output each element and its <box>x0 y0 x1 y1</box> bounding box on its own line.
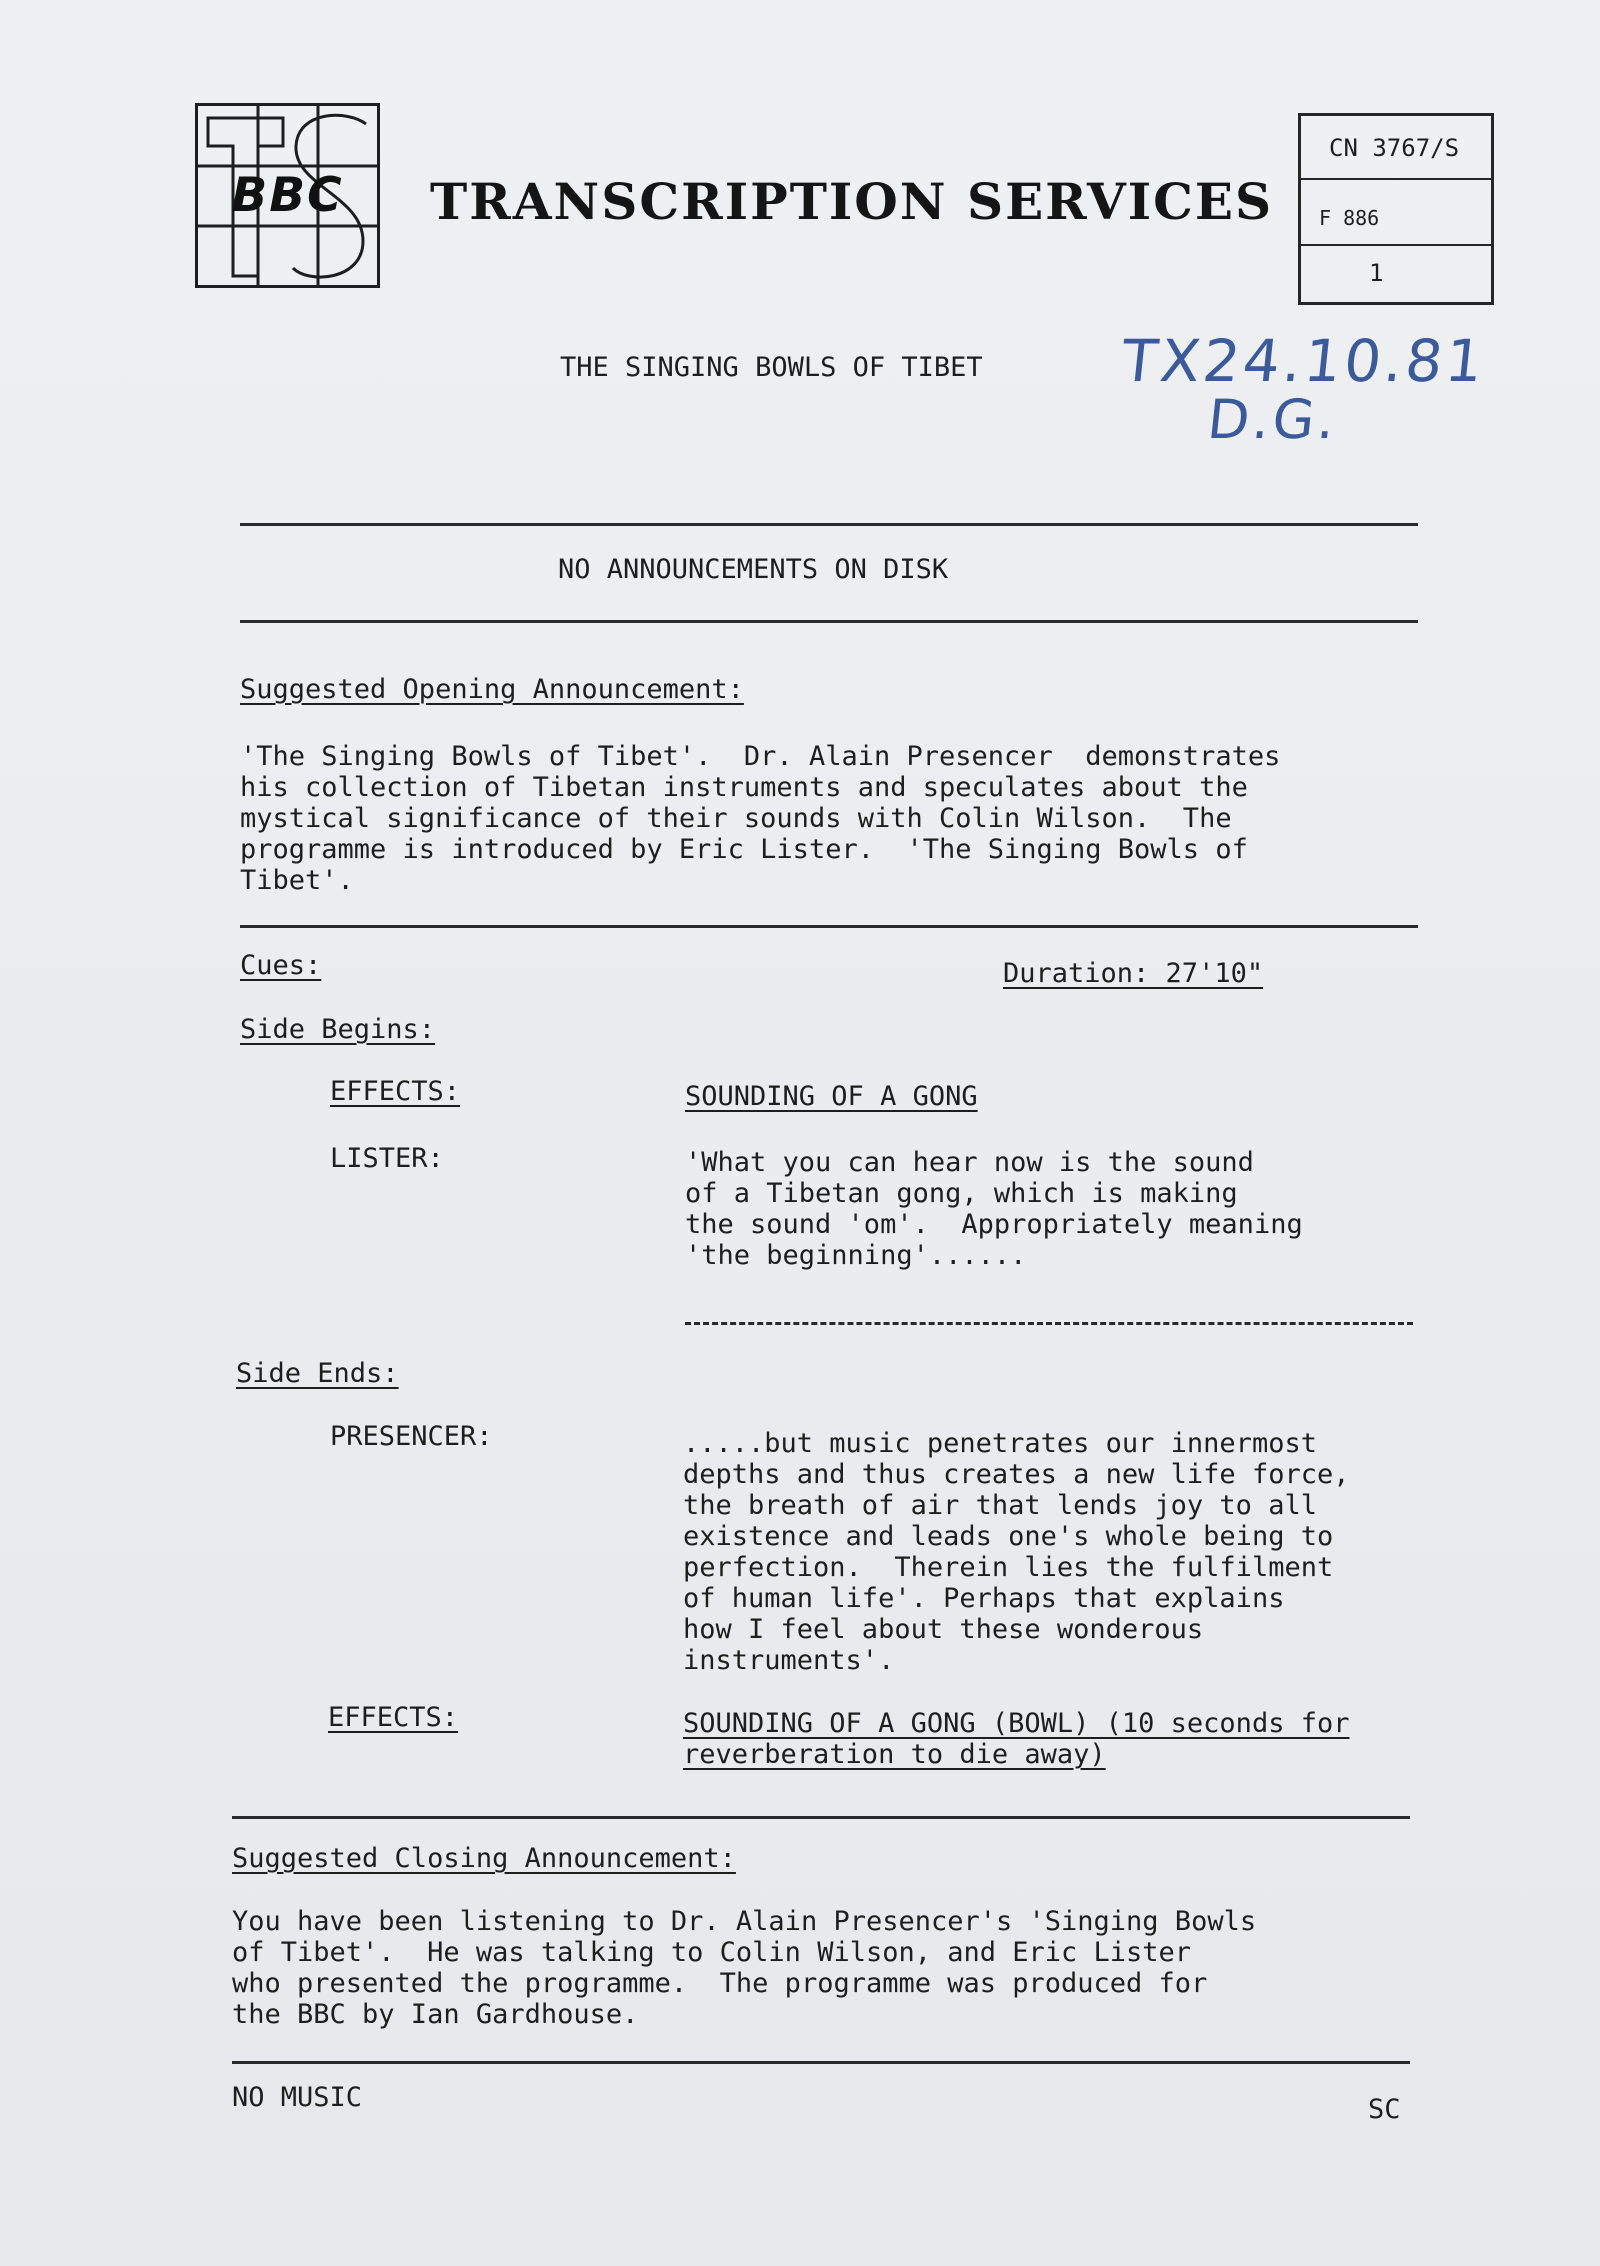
divider <box>232 1816 1410 1819</box>
divider <box>240 925 1418 928</box>
dashed-divider <box>685 1322 1413 1325</box>
cue-line: the sound 'om'. Appropriately meaning <box>685 1209 1303 1240</box>
divider <box>232 2061 1410 2064</box>
closing-line: who presented the programme. The programme was produced for <box>232 1968 1208 1999</box>
catalogue-f-number: F 886 <box>1319 206 1380 230</box>
divider <box>240 620 1418 623</box>
footer-left: NO MUSIC <box>232 2082 363 2113</box>
catalogue-page: 1 <box>1369 259 1384 287</box>
opening-text <box>240 741 1280 896</box>
cue-line: 'the beginning'...... <box>685 1240 1027 1271</box>
cue-line: reverberation to die away) <box>683 1739 1106 1770</box>
cue-line: perfection. Therein lies the fulfilment <box>683 1552 1334 1583</box>
closing-line: of Tibet'. He was talking to Colin Wilson, and Eric Lister <box>232 1937 1192 1968</box>
bbc-ts-logo <box>195 103 380 288</box>
cue-text-block <box>683 1708 1349 1770</box>
cue-line: how I feel about these wonderous <box>683 1614 1204 1645</box>
opening-line: Tibet'. <box>240 865 354 896</box>
cue-text: SOUNDING OF A GONG <box>685 1081 978 1112</box>
cue-text-block <box>683 1428 1349 1676</box>
cue-line: .....but music penetrates our innermost <box>683 1428 1317 1459</box>
cues-label: Cues: <box>240 950 322 981</box>
opening-line: 'The Singing Bowls of Tibet'. Dr. Alain Presencer demonstrates <box>240 741 1281 772</box>
handwritten-date: TX24.10.81 <box>1118 327 1490 395</box>
cue-line: depths and thus creates a new life force, <box>683 1459 1350 1490</box>
handwritten-initials: D.G. <box>1204 388 1342 451</box>
closing-heading: Suggested Closing Announcement: <box>232 1843 736 1874</box>
header-title: TRANSCRIPTION SERVICES <box>430 172 1274 231</box>
divider <box>240 523 1418 526</box>
opening-line: mystical significance of their sounds with Colin Wilson. The <box>240 803 1232 834</box>
cue-line: 'What you can hear now is the sound <box>685 1147 1254 1178</box>
cue-line: the breath of air that lends joy to all <box>683 1490 1317 1521</box>
cue-line: SOUNDING OF A GONG (BOWL) (10 seconds for <box>683 1708 1350 1739</box>
announcement-note: NO ANNOUNCEMENTS ON DISK <box>558 554 949 585</box>
closing-text <box>232 1906 1256 2030</box>
cue-speaker: PRESENCER: <box>330 1421 493 1452</box>
opening-line: his collection of Tibetan instruments and speculates about the <box>240 772 1248 803</box>
bbc-logo-text: BBC <box>231 168 344 223</box>
cue-text-block <box>685 1147 1303 1271</box>
cue-line: of a Tibetan gong, which is making <box>685 1178 1238 1209</box>
catalogue-number: CN 3767/S <box>1329 134 1460 162</box>
footer-right: SC <box>1368 2094 1401 2125</box>
cue-line: of human life'. Perhaps that explains <box>683 1583 1285 1614</box>
cue-speaker: EFFECTS: <box>330 1076 461 1107</box>
cue-speaker: EFFECTS: <box>328 1702 459 1733</box>
cue-line: existence and leads one's whole being to <box>683 1521 1334 1552</box>
programme-title: THE SINGING BOWLS OF TIBET <box>560 352 983 383</box>
catalogue-box <box>1298 113 1494 305</box>
side-ends-label: Side Ends: <box>236 1358 399 1389</box>
side-begins-label: Side Begins: <box>240 1014 436 1045</box>
closing-line: the BBC by Ian Gardhouse. <box>232 1999 639 2030</box>
cue-speaker: LISTER: <box>330 1143 444 1174</box>
opening-line: programme is introduced by Eric Lister. 'The Singing Bowls of <box>240 834 1248 865</box>
cue-line: instruments'. <box>683 1645 895 1676</box>
opening-heading: Suggested Opening Announcement: <box>240 674 744 705</box>
duration: Duration: 27'10" <box>1003 958 1264 989</box>
closing-line: You have been listening to Dr. Alain Presencer's 'Singing Bowls <box>232 1906 1257 1937</box>
